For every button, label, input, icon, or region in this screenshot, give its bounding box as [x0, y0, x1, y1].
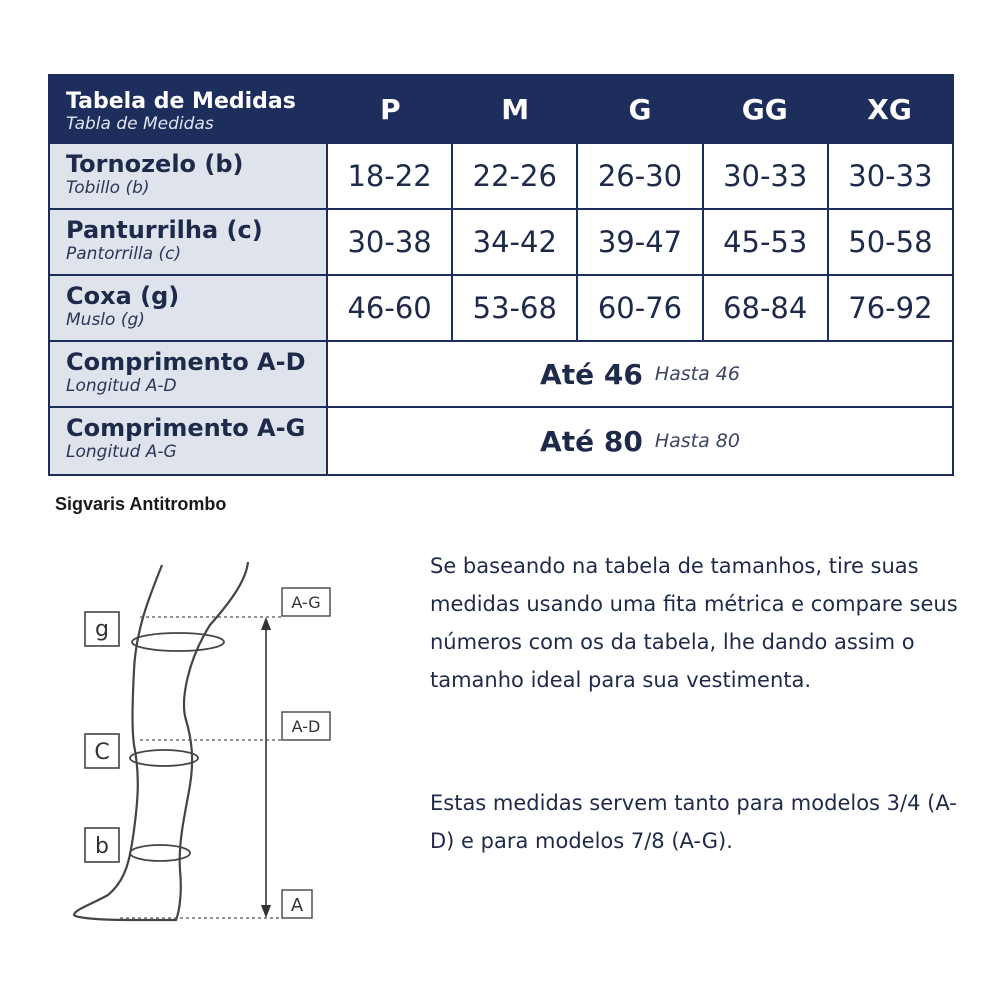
row-label-sub: Tobillo (b)	[66, 178, 150, 198]
cell-value: 26-30	[578, 144, 703, 208]
row-label	[50, 342, 328, 406]
row-label-sub: Pantorrilla (c)	[66, 244, 182, 264]
cell-value: 18-22	[328, 144, 453, 208]
cell-value: 45-53	[704, 210, 829, 274]
row-label	[50, 144, 328, 208]
level-label-ag: A-G	[291, 593, 321, 612]
table-row-comprimento-ad	[50, 342, 952, 406]
cell-value: 22-26	[453, 144, 578, 208]
size-header-p: P	[380, 92, 401, 126]
table-header-label	[50, 76, 328, 142]
level-label-ad: A-D	[291, 717, 321, 736]
row-label-sub: Longitud A-G	[66, 442, 177, 462]
cell-value: 60-76	[578, 276, 703, 340]
row-label	[50, 276, 328, 340]
table-subtitle: Tabla de Medidas	[66, 114, 214, 134]
level-label-a: A	[290, 895, 304, 916]
table-row-tornozelo	[50, 144, 952, 208]
cell-value: 39-47	[578, 210, 703, 274]
size-header-m: M	[501, 92, 530, 126]
row-label-main: Comprimento A-G	[66, 414, 306, 442]
cell-value: 53-68	[453, 276, 578, 340]
table-title: Tabela de Medidas	[66, 89, 296, 114]
cell-value: 46-60	[328, 276, 453, 340]
cell-value: 30-33	[829, 144, 952, 208]
table-row-comprimento-ag	[50, 408, 952, 474]
row-label-sub: Muslo (g)	[66, 310, 145, 330]
row-label-main: Coxa (g)	[66, 282, 180, 310]
span-value: Até 80	[540, 424, 643, 458]
models-note-paragraph: Estas medidas servem tanto para modelos 3/4 (A-D) e para modelos 7/8 (A-G).	[430, 791, 957, 853]
loop-b	[130, 845, 190, 861]
row-label	[50, 210, 328, 274]
marker-label-g: g	[95, 617, 109, 642]
loop-g	[132, 633, 224, 651]
size-header-gg: GG	[741, 92, 788, 126]
marker-label-c: C	[94, 740, 110, 765]
leg-svg	[60, 540, 360, 940]
arrow-head-bottom	[261, 905, 271, 918]
table-row-panturrilha	[50, 210, 952, 274]
leg-measurement-diagram	[60, 540, 360, 940]
row-label	[50, 408, 328, 474]
size-header-g: G	[628, 92, 652, 126]
span-cell	[328, 408, 952, 474]
row-label-main: Panturrilha (c)	[66, 216, 263, 244]
cell-value: 68-84	[704, 276, 829, 340]
span-cell	[328, 342, 952, 406]
table-header-row	[50, 76, 952, 142]
instructions-paragraph: Se baseando na tabela de tamanhos, tire suas medidas usando uma fita métrica e compare seus números com os da tabela, lhe dando assim o tamanho ideal para sua vestimenta.	[430, 554, 958, 692]
span-value: Até 46	[540, 357, 643, 391]
marker-label-b: b	[95, 834, 109, 859]
row-label-main: Comprimento A-D	[66, 348, 306, 376]
size-table	[48, 74, 954, 476]
span-value-sub: Hasta 46	[654, 363, 740, 385]
cell-value: 76-92	[829, 276, 952, 340]
cell-value: 34-42	[453, 210, 578, 274]
cell-value: 30-33	[704, 144, 829, 208]
loop-c	[130, 750, 198, 766]
cell-value: 50-58	[829, 210, 952, 274]
row-label-main: Tornozelo (b)	[66, 150, 244, 178]
size-header-xg: XG	[867, 92, 912, 126]
table-row-coxa	[50, 276, 952, 340]
span-value-sub: Hasta 80	[654, 430, 740, 452]
product-caption: Sigvaris Antitrombo	[55, 494, 227, 514]
row-label-sub: Longitud A-D	[66, 376, 177, 396]
arrow-head-top	[261, 617, 271, 630]
cell-value: 30-38	[328, 210, 453, 274]
